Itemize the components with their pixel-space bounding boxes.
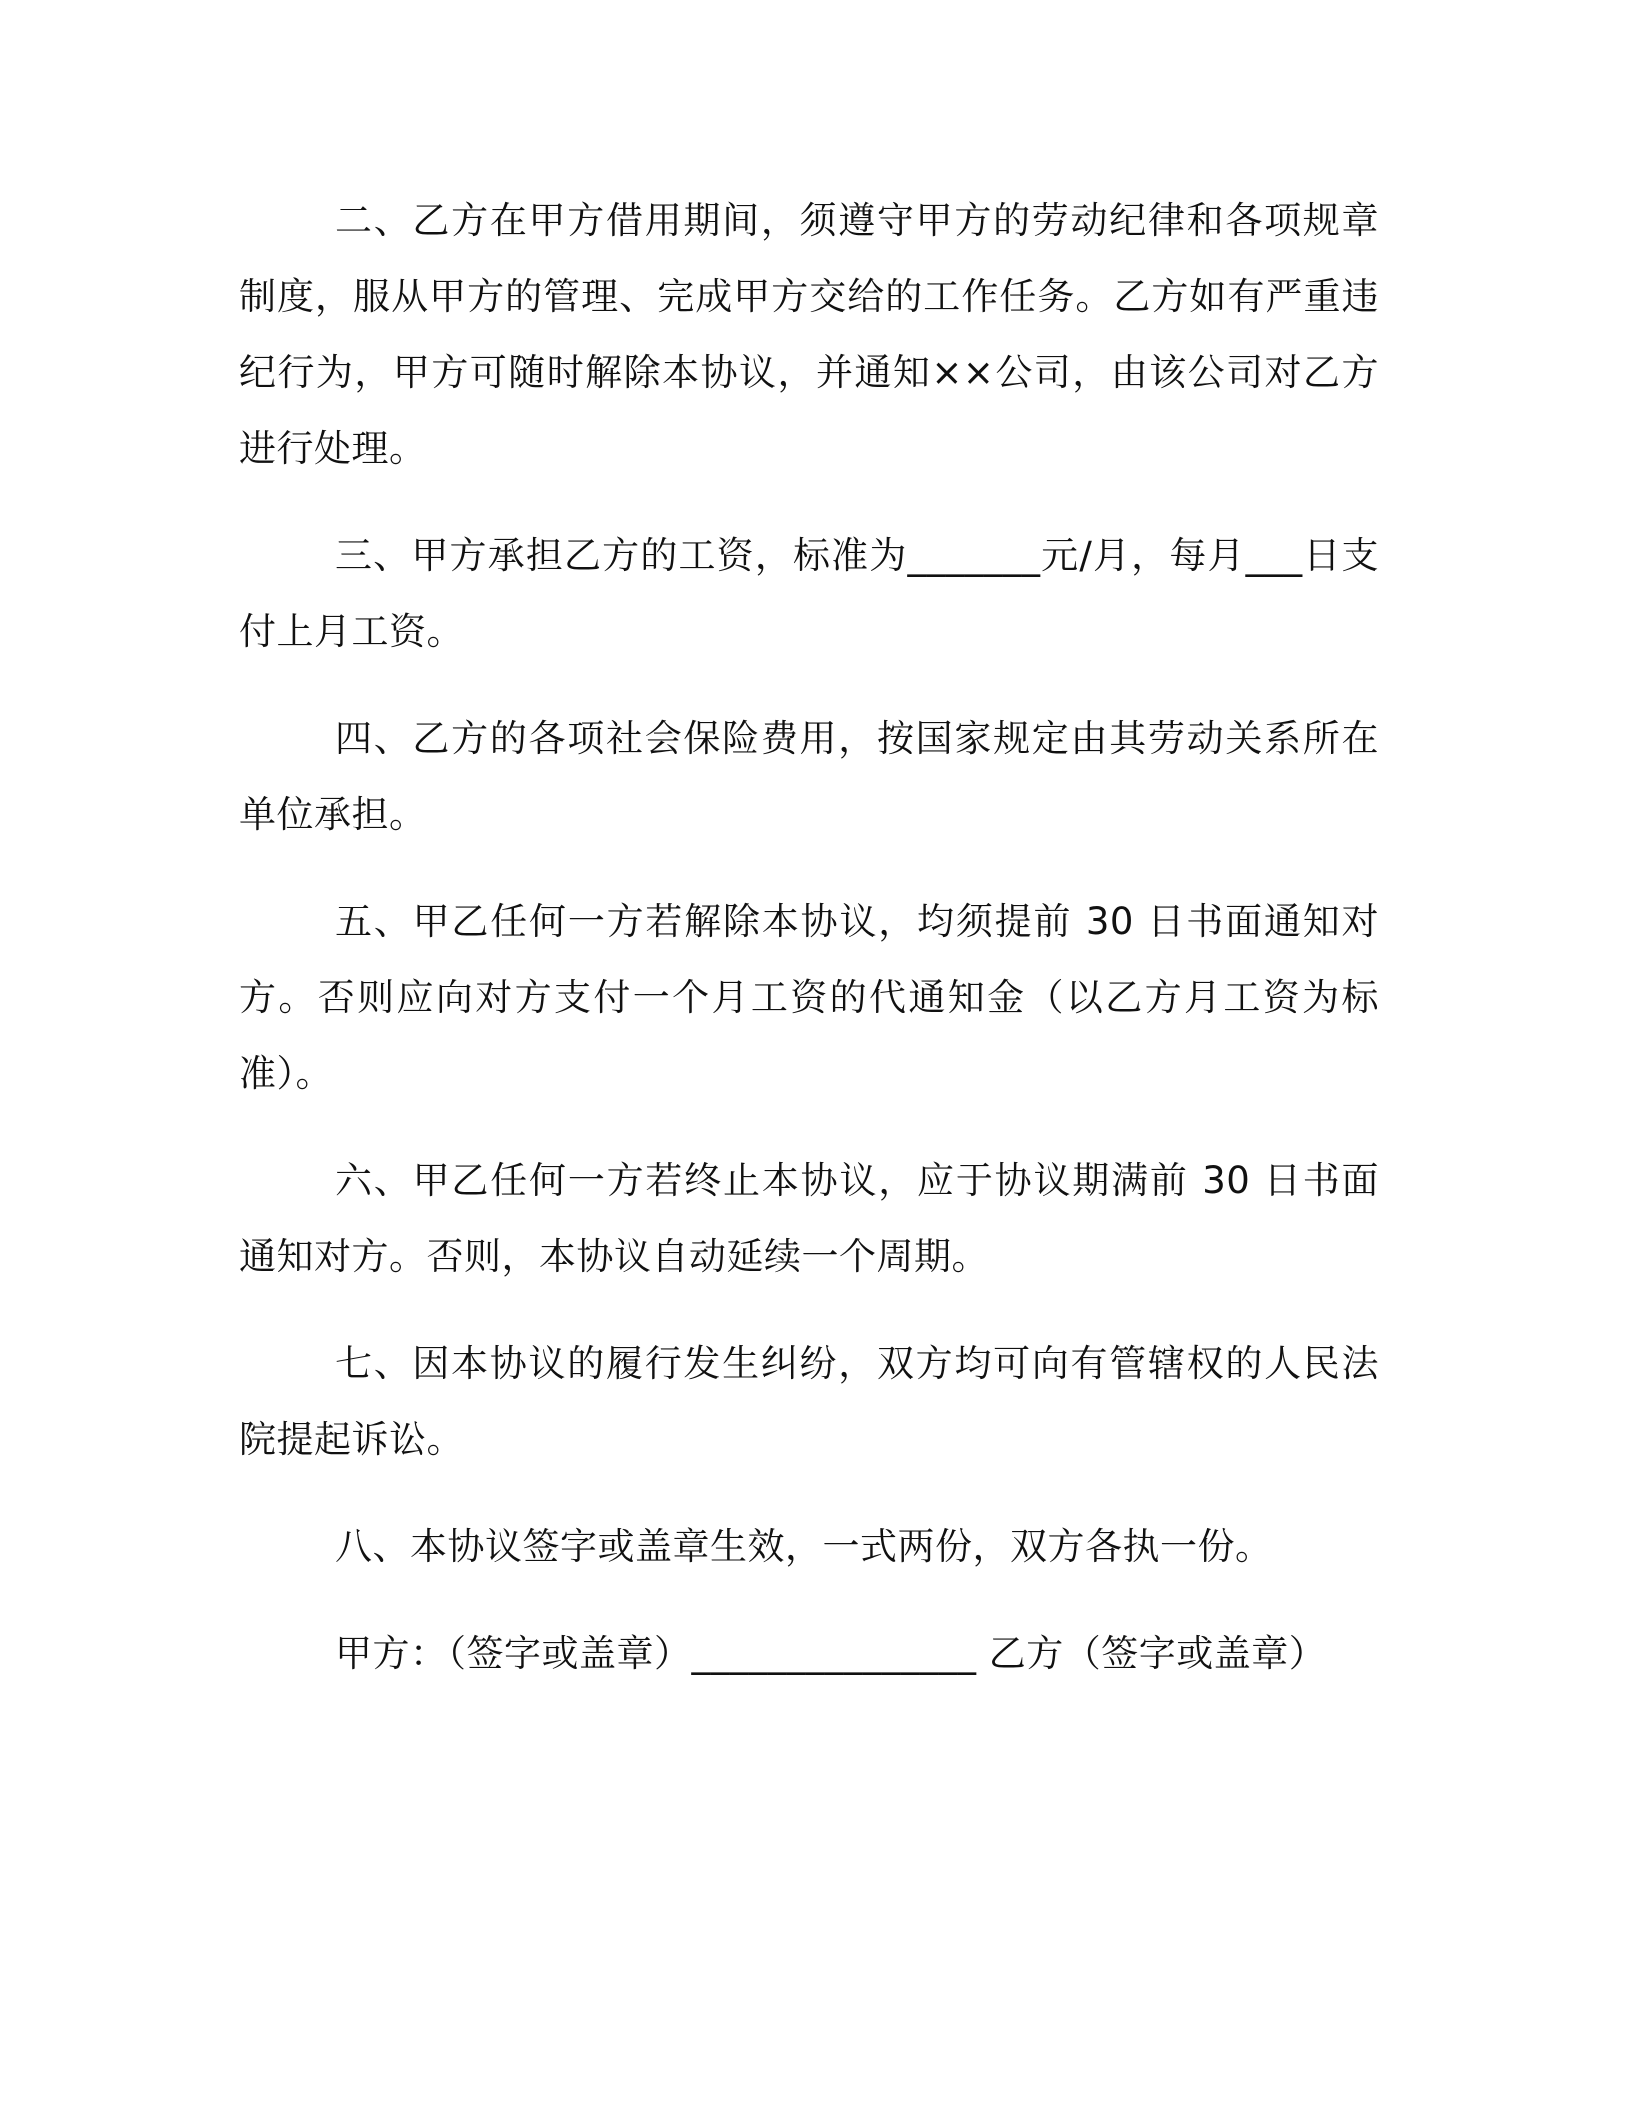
clause-2: 二、乙方在甲方借用期间，须遵守甲方的劳动纪律和各项规章制度，服从甲方的管理、完成甲方交给的工作任务。乙方如有严重违纪行为，甲方可随时解除本协议，并通知××公司，由该公司对乙方进行处理。 — [239, 199, 1379, 470]
clause-6: 六、甲乙任何一方若终止本协议，应于协议期满前 30 日书面通知对方。否则，本协议自动延续一个周期。 — [239, 1159, 1379, 1278]
clause-4: 四、乙方的各项社会保险费用，按国家规定由其劳动关系所在单位承担。 — [239, 717, 1379, 836]
document-body — [239, 183, 1379, 1692]
clause-5: 五、甲乙任何一方若解除本协议，均须提前 30 日书面通知对方。否则应向对方支付一个月工资的代通知金（以乙方月工资为标准）。 — [239, 900, 1379, 1095]
clause-7: 七、因本协议的履行发生纠纷，双方均可向有管辖权的人民法院提起诉讼。 — [239, 1342, 1379, 1461]
clause-8: 八、本协议签字或盖章生效，一式两份，双方各执一份。 — [335, 1525, 1273, 1568]
clause-3: 三、甲方承担乙方的工资，标准为_______元/月，每月___日支付上月工资。 — [239, 534, 1379, 653]
signature-line: 甲方：（签字或盖章）_______________ 乙方（签字或盖章） — [335, 1632, 1327, 1675]
